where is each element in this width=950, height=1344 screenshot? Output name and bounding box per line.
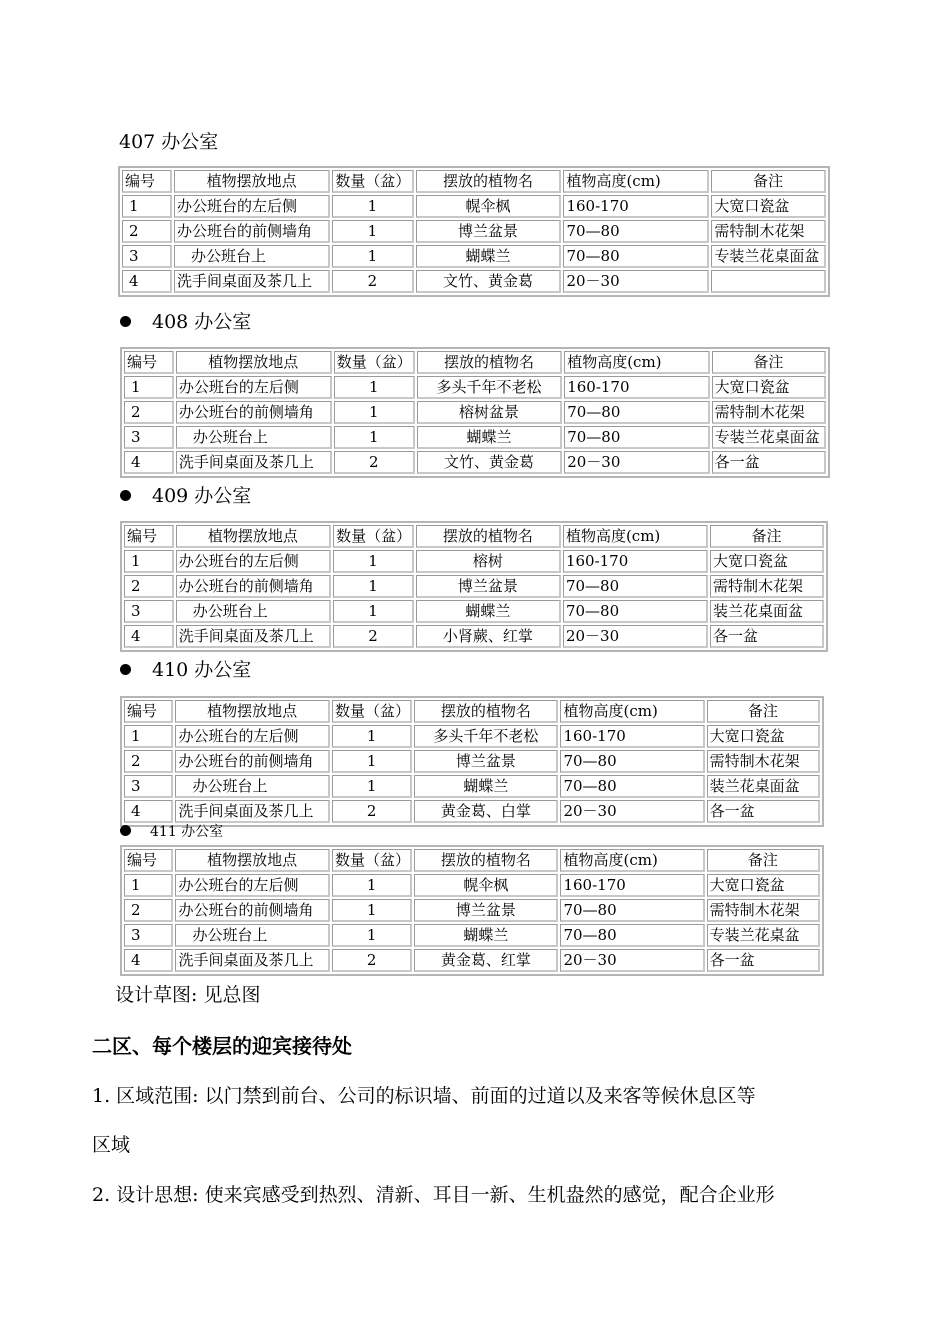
table-cell: 需特制木花架 — [707, 750, 820, 773]
table-cell: 办公班台的左后侧 — [176, 376, 332, 399]
table-cell: 黄金葛、白掌 — [414, 800, 558, 823]
header-cell: 植物高度(cm) — [560, 849, 704, 872]
table-cell: 需特制木花架 — [712, 401, 826, 424]
header-cell: 植物高度(cm) — [563, 525, 708, 548]
header-cell: 植物摆放地点 — [174, 170, 330, 193]
table-cell: 蝴蝶兰 — [414, 775, 558, 798]
table-cell: 2 — [333, 625, 414, 648]
table-cell: 4 — [124, 451, 174, 474]
header-cell: 植物高度(cm) — [563, 170, 709, 193]
header-cell: 编号 — [124, 700, 173, 723]
bullet-icon — [120, 664, 131, 675]
header-cell: 数量（盆） — [332, 849, 412, 872]
table-cell: 需特制木花架 — [711, 220, 826, 243]
table-row — [124, 750, 820, 773]
header-cell: 数量（盆） — [333, 525, 414, 548]
table-cell: 70—80 — [564, 401, 709, 424]
table-row — [124, 451, 826, 474]
table-cell: 1 — [124, 874, 173, 897]
table-header-row — [122, 170, 826, 193]
table-cell: 1 — [122, 195, 172, 218]
table-cell: 3 — [124, 600, 174, 623]
table-row — [122, 220, 826, 243]
table-cell: 1 — [332, 874, 412, 897]
table-cell: 70—80 — [563, 575, 708, 598]
table-cell: 160-170 — [560, 725, 704, 748]
table-cell: 160-170 — [564, 376, 709, 399]
table-row — [124, 550, 824, 573]
table-cell: 博兰盆景 — [414, 899, 558, 922]
table-cell: 文竹、黄金葛 — [416, 270, 562, 293]
table-cell: 蝴蝶兰 — [416, 245, 562, 268]
table-cell: 20－30 — [560, 949, 704, 972]
table-cell: 70—80 — [560, 750, 704, 773]
table-cell: 2 — [334, 451, 415, 474]
table-cell: 1 — [333, 600, 414, 623]
header-cell: 植物摆放地点 — [176, 525, 331, 548]
table-cell: 办公班台的前侧墙角 — [176, 575, 331, 598]
table-cell: 蝴蝶兰 — [414, 924, 558, 947]
table-cell: 各一盆 — [707, 949, 820, 972]
table-cell: 榕树 — [416, 550, 561, 573]
table-cell: 多头千年不老松 — [414, 725, 558, 748]
header-cell: 摆放的植物名 — [417, 351, 562, 374]
table-cell: 2 — [124, 750, 173, 773]
header-cell: 植物摆放地点 — [175, 700, 330, 723]
header-cell: 植物高度(cm) — [560, 700, 704, 723]
table-row — [124, 426, 826, 449]
table-cell: 办公班台上 — [175, 775, 330, 798]
table-cell: 博兰盆景 — [414, 750, 558, 773]
table-cell: 20－30 — [560, 800, 704, 823]
paragraph-design-idea: 2. 设计思想: 使来宾感受到热烈、清新、耳目一新、生机盎然的感觉，配合企业形 — [92, 1184, 775, 1206]
header-cell: 编号 — [122, 170, 172, 193]
table-cell: 2 — [332, 800, 412, 823]
header-cell: 数量（盆） — [334, 351, 415, 374]
table-cell: 1 — [332, 899, 412, 922]
table-header-row — [124, 525, 824, 548]
table-cell: 1 — [124, 550, 174, 573]
header-cell: 编号 — [124, 351, 174, 374]
table-cell: 各一盆 — [710, 625, 824, 648]
table-cell: 160-170 — [563, 550, 708, 573]
table-cell: 洗手间桌面及茶几上 — [176, 625, 331, 648]
table-cell: 70—80 — [563, 600, 708, 623]
table-cell: 大宽口瓷盆 — [711, 195, 826, 218]
table-cell: 70—80 — [563, 245, 709, 268]
header-cell: 备注 — [711, 170, 826, 193]
room-title-409: 409 办公室 — [152, 485, 252, 507]
table-cell: 大宽口瓷盆 — [707, 725, 820, 748]
table-cell: 各一盆 — [712, 451, 826, 474]
table-cell: 4 — [122, 270, 172, 293]
table-row — [124, 800, 820, 823]
table-cell: 1 — [334, 426, 415, 449]
header-cell: 摆放的植物名 — [416, 525, 561, 548]
table-row — [124, 899, 820, 922]
table-cell: 20－30 — [564, 451, 709, 474]
table-cell: 70—80 — [560, 899, 704, 922]
plant-table-409 — [120, 521, 828, 652]
table-cell: 70—80 — [560, 924, 704, 947]
table-cell: 1 — [332, 750, 412, 773]
table-row — [124, 575, 824, 598]
table-cell: 各一盆 — [707, 800, 820, 823]
table-cell: 1 — [332, 245, 413, 268]
table-cell: 办公班台上 — [174, 245, 330, 268]
paragraph-scope-cont: 区域 — [92, 1134, 131, 1156]
header-cell: 植物摆放地点 — [175, 849, 330, 872]
plant-table-408 — [120, 347, 830, 478]
table-cell: 3 — [124, 924, 173, 947]
table-cell: 榕树盆景 — [417, 401, 562, 424]
plant-table-411 — [120, 845, 824, 976]
header-cell: 备注 — [710, 525, 824, 548]
table-cell: 办公班台的前侧墙角 — [175, 750, 330, 773]
table-cell: 装兰花桌面盆 — [710, 600, 824, 623]
table-cell: 20－30 — [563, 625, 708, 648]
section-heading: 二区、每个楼层的迎宾接待处 — [92, 1034, 352, 1058]
table-cell: 1 — [332, 924, 412, 947]
table-cell: 蝴蝶兰 — [416, 600, 561, 623]
table-cell: 1 — [332, 775, 412, 798]
room-title-407: 407 办公室 — [119, 131, 219, 153]
header-cell: 备注 — [707, 700, 820, 723]
table-header-row — [124, 700, 820, 723]
room-title-408: 408 办公室 — [152, 311, 252, 333]
table-cell: 蝴蝶兰 — [417, 426, 562, 449]
table-cell: 1 — [124, 376, 174, 399]
table-cell: 3 — [124, 426, 174, 449]
table-cell: 20－30 — [563, 270, 709, 293]
table-cell: 办公班台的前侧墙角 — [174, 220, 330, 243]
header-cell: 植物高度(cm) — [564, 351, 709, 374]
room-title-410: 410 办公室 — [152, 659, 252, 681]
table-cell: 1 — [334, 401, 415, 424]
table-row — [124, 874, 820, 897]
table-cell: 专装兰花桌面盆 — [711, 245, 826, 268]
table-cell: 博兰盆景 — [416, 220, 562, 243]
table-cell: 小肾蕨、红掌 — [416, 625, 561, 648]
table-cell: 洗手间桌面及茶几上 — [175, 800, 330, 823]
table-cell: 洗手间桌面及茶几上 — [176, 451, 332, 474]
header-cell: 数量（盆） — [332, 700, 412, 723]
table-cell: 70—80 — [563, 220, 709, 243]
header-cell: 摆放的植物名 — [416, 170, 562, 193]
table-cell: 2 — [332, 270, 413, 293]
bullet-icon — [120, 316, 131, 327]
table-header-row — [124, 849, 820, 872]
table-cell: 1 — [334, 376, 415, 399]
table-cell: 需特制木花架 — [710, 575, 824, 598]
table-cell: 70—80 — [560, 775, 704, 798]
table-row — [124, 775, 820, 798]
table-cell: 大宽口瓷盆 — [712, 376, 826, 399]
table-cell: 装兰花桌面盆 — [707, 775, 820, 798]
table-row — [124, 600, 824, 623]
room-title-411: 411 办公室 — [150, 824, 224, 840]
table-cell — [711, 270, 826, 293]
table-cell: 3 — [124, 775, 173, 798]
plant-table-407 — [118, 166, 830, 297]
header-cell: 植物摆放地点 — [176, 351, 332, 374]
table-cell: 办公班台的左后侧 — [175, 874, 330, 897]
sketch-note: 设计草图: 见总图 — [115, 984, 261, 1006]
table-cell: 70—80 — [564, 426, 709, 449]
table-row — [124, 924, 820, 947]
table-cell: 幌伞枫 — [416, 195, 562, 218]
table-row — [122, 245, 826, 268]
table-row — [124, 725, 820, 748]
header-cell: 编号 — [124, 525, 174, 548]
header-cell: 摆放的植物名 — [414, 700, 558, 723]
table-cell: 黄金葛、红掌 — [414, 949, 558, 972]
table-cell: 2 — [122, 220, 172, 243]
table-cell: 大宽口瓷盆 — [710, 550, 824, 573]
header-cell: 编号 — [124, 849, 173, 872]
table-cell: 办公班台上 — [176, 426, 332, 449]
header-cell: 数量（盆） — [332, 170, 413, 193]
table-row — [124, 401, 826, 424]
table-cell: 专装兰花桌面盆 — [712, 426, 826, 449]
table-cell: 2 — [124, 401, 174, 424]
table-cell: 1 — [332, 725, 412, 748]
table-row — [124, 376, 826, 399]
table-row — [122, 195, 826, 218]
table-cell: 2 — [332, 949, 412, 972]
table-cell: 2 — [124, 575, 174, 598]
table-cell: 3 — [122, 245, 172, 268]
table-cell: 专装兰花桌盆 — [707, 924, 820, 947]
table-cell: 2 — [124, 899, 173, 922]
table-cell: 160-170 — [563, 195, 709, 218]
table-cell: 办公班台上 — [175, 924, 330, 947]
table-cell: 4 — [124, 800, 173, 823]
table-cell: 需特制木花架 — [707, 899, 820, 922]
table-cell: 幌伞枫 — [414, 874, 558, 897]
table-cell: 洗手间桌面及茶几上 — [174, 270, 330, 293]
table-cell: 办公班台的左后侧 — [176, 550, 331, 573]
table-cell: 1 — [124, 725, 173, 748]
table-cell: 办公班台上 — [176, 600, 331, 623]
table-cell: 多头千年不老松 — [417, 376, 562, 399]
header-cell: 备注 — [707, 849, 820, 872]
table-cell: 160-170 — [560, 874, 704, 897]
bullet-icon — [120, 490, 131, 501]
table-cell: 办公班台的前侧墙角 — [176, 401, 332, 424]
table-cell: 办公班台的左后侧 — [174, 195, 330, 218]
table-cell: 办公班台的左后侧 — [175, 725, 330, 748]
table-row — [124, 625, 824, 648]
table-cell: 文竹、黄金葛 — [417, 451, 562, 474]
table-row — [122, 270, 826, 293]
table-cell: 1 — [333, 575, 414, 598]
paragraph-scope: 1. 区域范围: 以门禁到前台、公司的标识墙、前面的过道以及来客等候休息区等 — [92, 1085, 756, 1107]
header-cell: 摆放的植物名 — [414, 849, 558, 872]
table-cell: 洗手间桌面及茶几上 — [175, 949, 330, 972]
table-cell: 1 — [332, 195, 413, 218]
header-cell: 备注 — [712, 351, 826, 374]
table-cell: 博兰盆景 — [416, 575, 561, 598]
table-cell: 4 — [124, 625, 174, 648]
table-header-row — [124, 351, 826, 374]
bullet-icon — [120, 825, 131, 836]
table-cell: 1 — [332, 220, 413, 243]
table-cell: 4 — [124, 949, 173, 972]
table-cell: 1 — [333, 550, 414, 573]
table-cell: 大宽口瓷盆 — [707, 874, 820, 897]
plant-table-410 — [120, 696, 824, 827]
table-cell: 办公班台的前侧墙角 — [175, 899, 330, 922]
table-row — [124, 949, 820, 972]
